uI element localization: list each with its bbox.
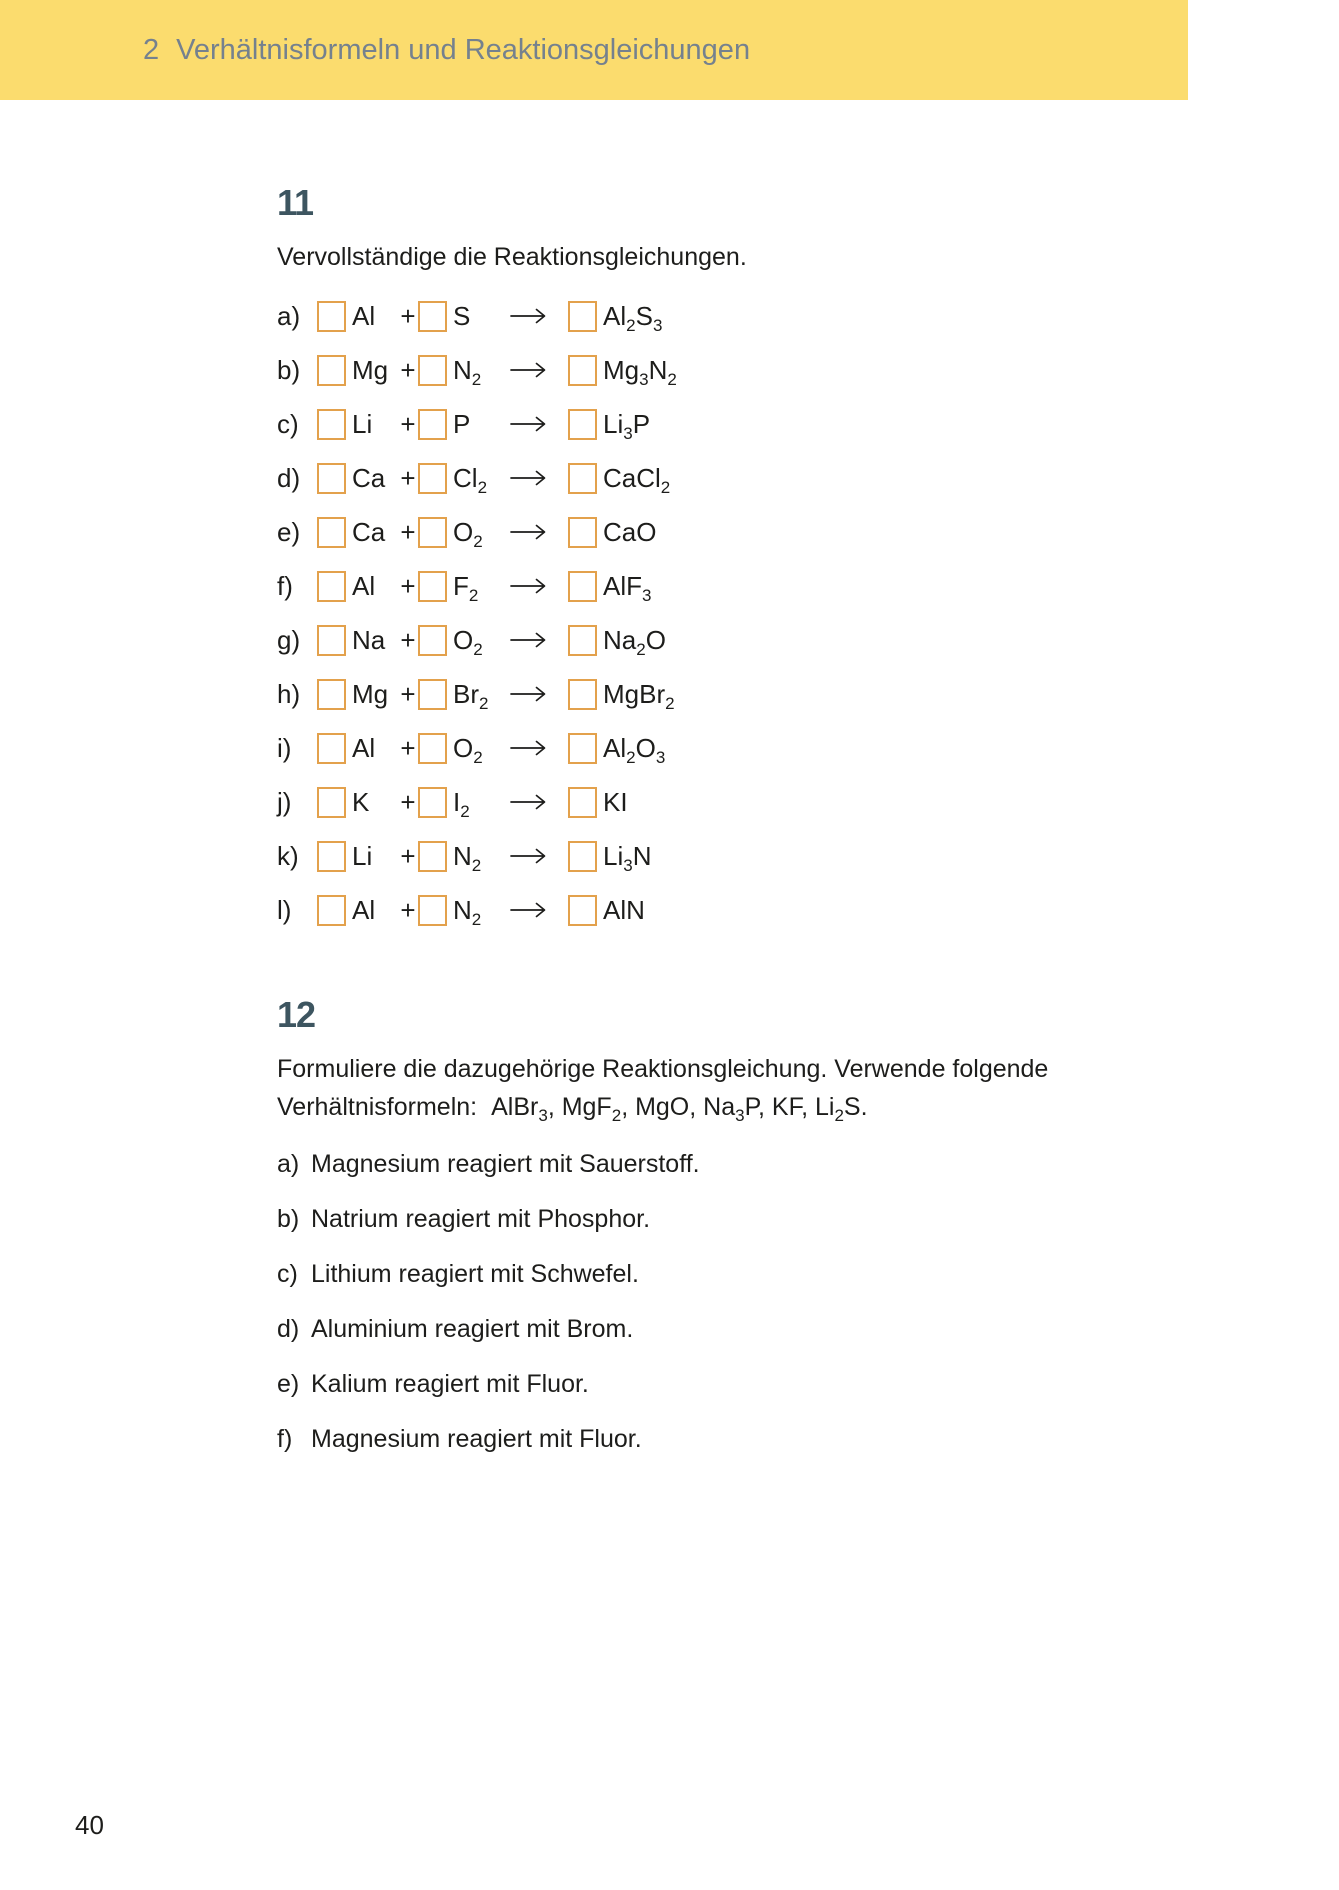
coefficient-box-reactant-1[interactable]	[317, 409, 346, 440]
coefficient-box-product[interactable]	[568, 571, 597, 602]
equation-row-j	[277, 775, 747, 829]
coefficient-box-reactant-2[interactable]	[418, 355, 447, 386]
coefficient-box-product[interactable]	[568, 355, 597, 386]
exercise-12	[277, 995, 1048, 1467]
product-formula: AlN	[603, 894, 645, 925]
equation-item-letter: b)	[277, 354, 301, 385]
reactant-2-formula: $O_2$	[453, 624, 483, 659]
equation-item-letter: i)	[277, 732, 292, 763]
equation-row-b	[277, 343, 747, 397]
reactant-2-formula: $O_2$	[453, 516, 483, 551]
plus-sign: +	[400, 408, 416, 439]
word-equation-row-a	[277, 1137, 1048, 1192]
coefficient-box-product[interactable]	[568, 517, 597, 548]
word-item-letter: f)	[277, 1425, 293, 1453]
plus-sign: +	[400, 354, 416, 385]
coefficient-box-reactant-1[interactable]	[317, 679, 346, 710]
word-item-text: Lithium reagiert mit Schwefel.	[311, 1260, 639, 1288]
reactant-2-formula: P	[453, 408, 471, 439]
coefficient-box-reactant-2[interactable]	[418, 787, 447, 818]
reaction-arrow-icon	[510, 848, 568, 864]
reactant-1-formula: Na	[352, 624, 386, 655]
reactant-2-formula: $O_2$	[453, 732, 483, 767]
plus-sign: +	[400, 678, 416, 709]
exercise-12-instruction-line1: Formuliere die dazugehörige Reaktionsgleichung. Verwende folgende	[277, 1055, 1049, 1083]
coefficient-box-reactant-2[interactable]	[418, 409, 447, 440]
coefficient-box-product[interactable]	[568, 679, 597, 710]
equation-item-letter: d)	[277, 462, 301, 493]
equation-item-letter: c)	[277, 408, 299, 439]
word-equation-row-c	[277, 1247, 1048, 1302]
equation-item-letter: f)	[277, 570, 293, 601]
coefficient-box-reactant-2[interactable]	[418, 571, 447, 602]
chapter-number: 2	[143, 33, 160, 66]
formula-list: AlBr$_3$, MgF$_2$, MgO, $Na_3P$, KF, $Li_2S$.	[491, 1093, 868, 1125]
word-item-text: Aluminium reagiert mit Brom.	[311, 1315, 634, 1343]
coefficient-box-reactant-1[interactable]	[317, 301, 346, 332]
reactant-1-formula: Al	[352, 570, 376, 601]
reactant-1-formula: Li	[352, 840, 373, 871]
coefficient-box-product[interactable]	[568, 301, 597, 332]
page-number: 40	[75, 1810, 104, 1840]
reactant-1-formula: Al	[352, 300, 376, 331]
coefficient-box-reactant-1[interactable]	[317, 787, 346, 818]
reaction-arrow-icon	[510, 308, 568, 324]
coefficient-box-reactant-2[interactable]	[418, 841, 447, 872]
equation-row-l	[277, 883, 747, 937]
coefficient-box-reactant-1[interactable]	[317, 517, 346, 548]
reaction-arrow-icon	[510, 686, 568, 702]
coefficient-box-reactant-1[interactable]	[317, 625, 346, 656]
equation-list	[277, 289, 747, 937]
word-item-letter: b)	[277, 1205, 300, 1233]
reaction-arrow-icon	[510, 362, 568, 378]
plus-sign: +	[400, 840, 416, 871]
reactant-2-formula: S	[453, 300, 471, 331]
reaction-arrow-icon	[510, 740, 568, 756]
reaction-arrow-icon	[510, 524, 568, 540]
reactant-1-formula: Al	[352, 894, 376, 925]
equation-row-e	[277, 505, 747, 559]
coefficient-box-reactant-1[interactable]	[317, 895, 346, 926]
product-formula: $Al_2O_3$	[603, 732, 666, 767]
equation-row-k	[277, 829, 747, 883]
reaction-arrow-icon	[510, 470, 568, 486]
reactant-1-formula: Mg	[352, 354, 389, 385]
reactant-2-formula: $N_2$	[453, 354, 482, 389]
exercise-11	[277, 183, 747, 937]
coefficient-box-product[interactable]	[568, 625, 597, 656]
equation-row-d	[277, 451, 747, 505]
word-item-text: Magnesium reagiert mit Sauerstoff.	[311, 1150, 700, 1178]
reactant-2-formula: $N_2$	[453, 840, 482, 875]
coefficient-box-reactant-2[interactable]	[418, 517, 447, 548]
word-equation-row-e	[277, 1357, 1048, 1412]
coefficient-box-reactant-2[interactable]	[418, 895, 447, 926]
reactant-2-formula: $Br_2$	[453, 678, 489, 713]
plus-sign: +	[400, 570, 416, 601]
plus-sign: +	[400, 516, 416, 547]
product-formula: CaO	[603, 516, 657, 547]
reactant-2-formula: $F_2$	[453, 570, 479, 605]
word-item-text: Natrium reagiert mit Phosphor.	[311, 1205, 651, 1233]
coefficient-box-product[interactable]	[568, 895, 597, 926]
coefficient-box-product[interactable]	[568, 409, 597, 440]
product-formula: CaCl$_2$	[603, 462, 671, 497]
coefficient-box-product[interactable]	[568, 841, 597, 872]
reactant-1-formula: Mg	[352, 678, 389, 709]
product-formula: $Na_2O$	[603, 624, 666, 659]
reactant-2-formula: $I_2$	[453, 786, 470, 821]
coefficient-box-reactant-1[interactable]	[317, 571, 346, 602]
reactant-1-formula: Ca	[352, 462, 386, 493]
coefficient-box-product[interactable]	[568, 787, 597, 818]
equation-item-letter: a)	[277, 300, 301, 331]
exercise-11-number: 11	[277, 182, 314, 223]
product-formula: MgBr$_2$	[603, 678, 675, 713]
word-equation-row-d	[277, 1302, 1048, 1357]
reaction-arrow-icon	[510, 794, 568, 810]
equation-item-letter: h)	[277, 678, 301, 709]
equation-item-letter: k)	[277, 840, 299, 871]
exercise-11-instruction: Vervollständige die Reaktionsgleichungen.	[277, 243, 747, 271]
equation-row-h	[277, 667, 747, 721]
plus-sign: +	[400, 462, 416, 493]
reactant-2-formula: $N_2$	[453, 894, 482, 929]
coefficient-box-reactant-2[interactable]	[418, 463, 447, 494]
chapter-banner	[0, 0, 1188, 100]
plus-sign: +	[400, 894, 416, 925]
exercise-12-instruction	[277, 1050, 1048, 1126]
equation-item-letter: e)	[277, 516, 301, 547]
coefficient-box-product[interactable]	[568, 463, 597, 494]
product-formula: AlF$_3$	[603, 570, 652, 605]
equation-row-a	[277, 289, 747, 343]
plus-sign: +	[400, 732, 416, 763]
coefficient-box-reactant-2[interactable]	[418, 625, 447, 656]
equation-row-c	[277, 397, 747, 451]
word-item-letter: e)	[277, 1370, 300, 1398]
product-formula: $Mg_3N_2$	[603, 354, 677, 389]
word-equation-list	[277, 1137, 1048, 1467]
word-equation-row-f	[277, 1412, 1048, 1467]
word-item-letter: a)	[277, 1150, 300, 1178]
equation-row-f	[277, 559, 747, 613]
word-item-letter: c)	[277, 1260, 298, 1288]
coefficient-box-product[interactable]	[568, 733, 597, 764]
exercise-12-number: 12	[277, 994, 316, 1035]
reactant-1-formula: Al	[352, 732, 376, 763]
coefficient-box-reactant-1[interactable]	[317, 733, 346, 764]
reaction-arrow-icon	[510, 578, 568, 594]
reaction-arrow-icon	[510, 416, 568, 432]
product-formula: KI	[603, 786, 628, 817]
coefficient-box-reactant-1[interactable]	[317, 463, 346, 494]
equation-item-letter: j)	[277, 786, 292, 817]
word-item-text: Magnesium reagiert mit Fluor.	[311, 1425, 642, 1453]
reactant-1-formula: K	[352, 786, 370, 817]
plus-sign: +	[400, 300, 416, 331]
coefficient-box-reactant-1[interactable]	[317, 355, 346, 386]
word-item-letter: d)	[277, 1315, 300, 1343]
equation-row-g	[277, 613, 747, 667]
exercise-12-instruction-line2-label: Verhältnisformeln:	[277, 1093, 478, 1121]
product-formula: $Li_3N$	[603, 840, 652, 875]
equation-item-letter: g)	[277, 624, 301, 655]
coefficient-box-reactant-2[interactable]	[418, 679, 447, 710]
reaction-arrow-icon	[510, 632, 568, 648]
product-formula: $Li_3P$	[603, 408, 651, 443]
coefficient-box-reactant-2[interactable]	[418, 733, 447, 764]
plus-sign: +	[400, 786, 416, 817]
reactant-2-formula: $Cl_2$	[453, 462, 488, 497]
reaction-arrow-icon	[510, 902, 568, 918]
equation-item-letter: l)	[277, 894, 292, 925]
coefficient-box-reactant-1[interactable]	[317, 841, 346, 872]
reactant-1-formula: Ca	[352, 516, 386, 547]
word-item-text: Kalium reagiert mit Fluor.	[311, 1370, 589, 1398]
word-equation-row-b	[277, 1192, 1048, 1247]
product-formula: $Al_2S_3$	[603, 300, 663, 335]
equation-row-i	[277, 721, 747, 775]
reactant-1-formula: Li	[352, 408, 373, 439]
coefficient-box-reactant-2[interactable]	[418, 301, 447, 332]
chapter-title: Verhältnisformeln und Reaktionsgleichungen	[176, 33, 751, 66]
plus-sign: +	[400, 624, 416, 655]
